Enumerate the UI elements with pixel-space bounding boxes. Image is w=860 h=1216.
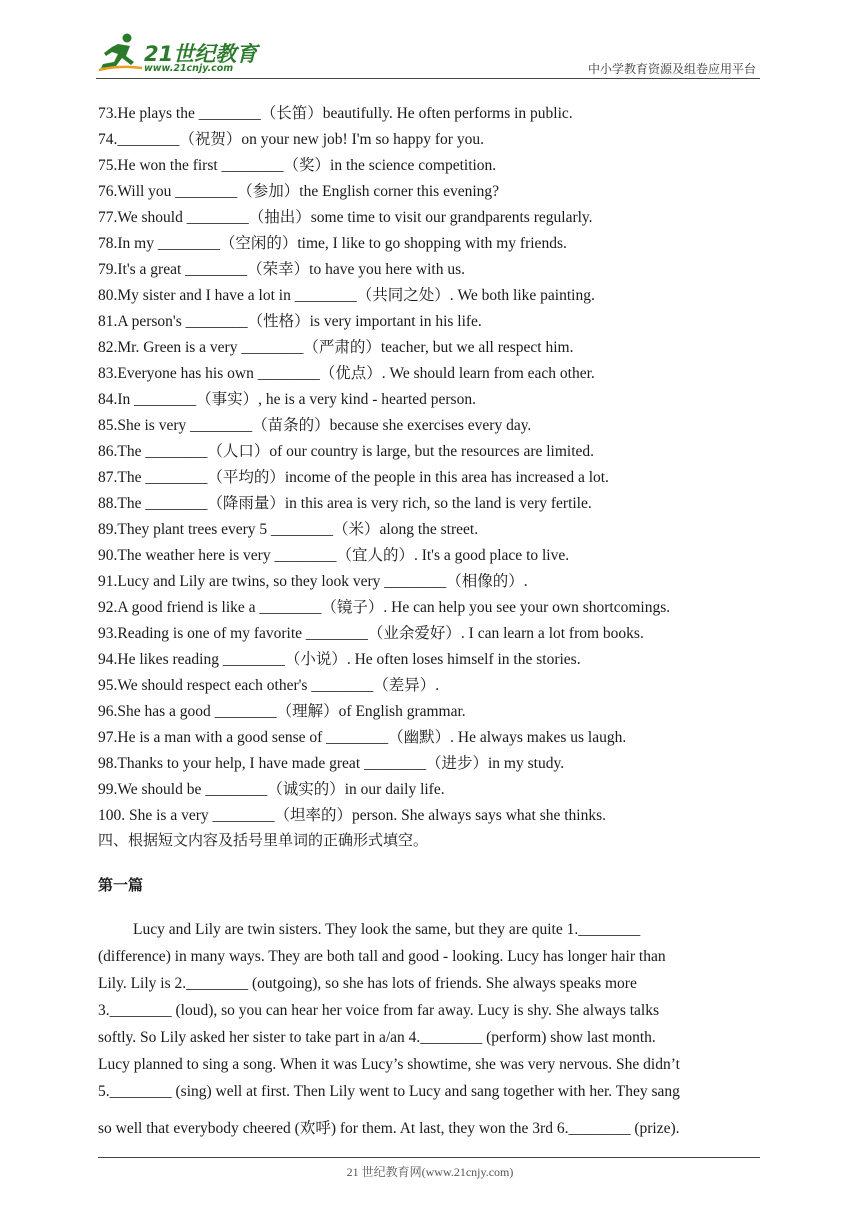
question-item: 75.He won the first ________（奖）in the science competition. xyxy=(98,157,497,174)
page-header xyxy=(0,0,860,80)
question-item: 81.A person's ________（性格）is very important in his life. xyxy=(98,313,482,330)
question-item: 80.My sister and I have a lot in ________（共同之处）. We both like painting. xyxy=(98,287,595,304)
logo-url: www.21cnjy.com xyxy=(144,63,234,74)
section-heading: 四、根据短文内容及括号里单词的正确形式填空。 xyxy=(98,831,429,849)
passage-line: Lucy and Lily are twin sisters. They look the same, but they are quite 1.________ xyxy=(133,921,641,938)
passage-line: so well that everybody cheered (欢呼) for them. At last, they won the 3rd 6.________ (prize). xyxy=(98,1120,680,1137)
passage-line: Lily. Lily is 2.________ (outgoing), so she has lots of friends. She always speaks more xyxy=(98,975,637,992)
question-item: 88.The ________（降雨量）in this area is very rich, so the land is very fertile. xyxy=(98,495,592,512)
question-item: 89.They plant trees every 5 ________（米）along the street. xyxy=(98,521,479,538)
passage-title: 第一篇 xyxy=(98,876,144,894)
question-item: 83.Everyone has his own ________（优点）. We should learn from each other. xyxy=(98,365,595,382)
passage xyxy=(98,916,762,1142)
runner-logo-icon xyxy=(96,32,146,74)
question-item: 97.He is a man with a good sense of ________（幽默）. He always makes us laugh. xyxy=(98,729,627,746)
question-item: 94.He likes reading ________（小说）. He often loses himself in the stories. xyxy=(98,651,581,668)
question-list xyxy=(98,101,778,829)
question-item: 79.It's a great ________（荣幸）to have you here with us. xyxy=(98,261,465,278)
question-item: 82.Mr. Green is a very ________（严肃的）teacher, but we all respect him. xyxy=(98,339,574,356)
question-item: 78.In my ________（空闲的）time, I like to go shopping with my friends. xyxy=(98,235,567,252)
question-item: 99.We should be ________（诚实的）in our daily life. xyxy=(98,781,445,798)
question-item: 84.In ________（事实）, he is a very kind - hearted person. xyxy=(98,391,476,408)
page-footer: 21 世纪教育网(www.21cnjy.com) xyxy=(346,1165,514,1179)
platform-tagline: 中小学教育资源及组卷应用平台 xyxy=(587,62,756,76)
header-divider xyxy=(96,78,760,79)
question-item: 93.Reading is one of my favorite ________（业余爱好）. I can learn a lot from books. xyxy=(98,625,644,642)
passage-line: 3.________ (loud), so you can hear her voice from far away. Lucy is shy. She always talks xyxy=(98,1002,660,1019)
question-item: 74.________（祝贺）on your new job! I'm so happy for you. xyxy=(98,131,484,148)
question-item: 92.A good friend is like a ________（镜子）. He can help you see your own shortcomings. xyxy=(98,599,671,616)
passage-line: softly. So Lily asked her sister to take part in a/an 4.________ (perform) show last month. xyxy=(98,1029,656,1046)
question-item: 77.We should ________（抽出）some time to visit our grandparents regularly. xyxy=(98,209,593,226)
passage-line: 5.________ (sing) well at first. Then Lily went to Lucy and sang together with her. They sang xyxy=(98,1083,680,1100)
question-item: 73.He plays the ________（长笛）beautifully. He often performs in public. xyxy=(98,105,573,122)
question-item: 86.The ________（人口）of our country is large, but the resources are limited. xyxy=(98,443,595,460)
question-item: 87.The ________（平均的）income of the people in this area has increased a lot. xyxy=(98,469,609,486)
site-logo xyxy=(96,32,266,80)
question-item: 90.The weather here is very ________（宜人的）. It's a good place to live. xyxy=(98,547,570,564)
question-item: 95.We should respect each other's ________（差异）. xyxy=(98,677,440,694)
logo-title: 21世纪教育 xyxy=(144,42,258,66)
question-item: 76.Will you ________（参加）the English corner this evening? xyxy=(98,183,500,200)
question-item: 91.Lucy and Lily are twins, so they look very ________（相像的）. xyxy=(98,573,528,590)
question-item: 98.Thanks to your help, I have made great ________（进步）in my study. xyxy=(98,755,565,772)
passage-line: (difference) in many ways. They are both tall and good - looking. Lucy has longer hair than xyxy=(98,948,666,965)
passage-line: Lucy planned to sing a song. When it was Lucy’s showtime, she was very nervous. She didn’t xyxy=(98,1056,680,1073)
footer-divider xyxy=(98,1157,760,1158)
question-item: 96.She has a good ________（理解）of English grammar. xyxy=(98,703,466,720)
question-item: 85.She is very ________（苗条的）because she exercises every day. xyxy=(98,417,532,434)
question-item: 100. She is a very ________（坦率的）person. She always says what she thinks. xyxy=(98,807,607,824)
